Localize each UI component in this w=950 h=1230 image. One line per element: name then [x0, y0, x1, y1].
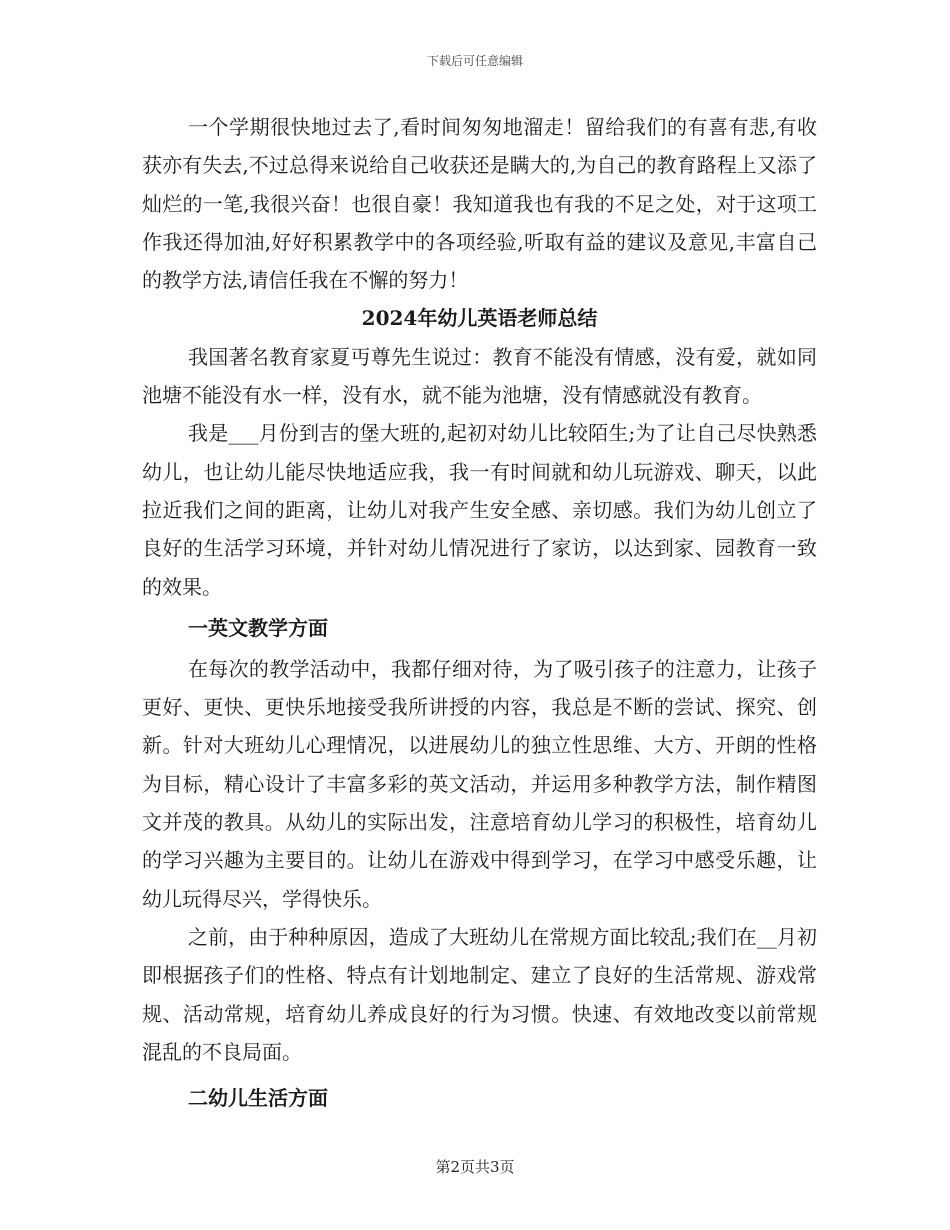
intro-paragraph: 一个学期很快地过去了,看时间匆匆地溜走！留给我们的有喜有悲,有收获亦有失去,不过总得来说给自己收获还是瞒大的,为自己的教育路程上又添了灿烂的一笔,我很兴奋！也很自豪！我知道我也有我的不足之处，对于这项工作我还得加油,好好积累教学中的各项经验,听取有益的建议及意见,丰富自己的教学方法,请信任我在不懈的努力！ — [142, 115, 817, 293]
page-header-note: 下载后可任意编辑 — [426, 54, 523, 68]
document-title: 2024年幼儿英语老师总结 — [361, 306, 598, 331]
paragraph-teaching-activities: 在每次的教学活动中，我都仔细对待，为了吸引孩子的注意力，让孩子更好、更快、更快乐地接受我所讲授的内容，我总是不断的尝试、探究、创新。针对大班幼儿心理情况，以进展幼儿的独立性思维、大方、开朗的性格为目标，精心设计了丰富多彩的英文活动，并运用多种教学方法，制作精图文并茂的教具。从幼儿的实际出发，注意培育幼儿学习的积极性，培育幼儿的学习兴趣为主要目的。让幼儿在游戏中得到学习，在学习中感受乐趣，让幼儿玩得尽兴，学得快乐。 — [142, 656, 817, 911]
section-heading-child-life: 二幼儿生活方面 — [188, 1086, 328, 1111]
section-heading-english-teaching: 一英文教学方面 — [188, 615, 328, 640]
page-number: 第2页共3页 — [435, 1158, 515, 1176]
paragraph-routines: 之前，由于种种原因，造成了大班幼儿在常规方面比较乱;我们在__月初即根据孩子们的性格、特点有计划地制定、建立了良好的生活常规、游戏常规、活动常规，培育幼儿养成良好的行为习惯。快速、有效地改变以前常规混乱的不良局面。 — [142, 924, 817, 1064]
paragraph-arrival: 我是___月份到吉的堡大班的,起初对幼儿比较陌生;为了让自己尽快熟悉幼儿，也让幼儿能尽快地适应我，我一有时间就和幼儿玩游戏、聊天，以此拉近我们之间的距离，让幼儿对我产生安全感、亲切感。我们为幼儿创立了良好的生活学习环境，并针对幼儿情况进行了家访，以达到家、园教育一致的效果。 — [142, 421, 817, 599]
paragraph-quote: 我国著名教育家夏丏尊先生说过：教育不能没有情感，没有爱，就如同池塘不能没有水一样，没有水，就不能为池塘，没有情感就没有教育。 — [142, 344, 817, 408]
document-body — [142, 108, 817, 1123]
